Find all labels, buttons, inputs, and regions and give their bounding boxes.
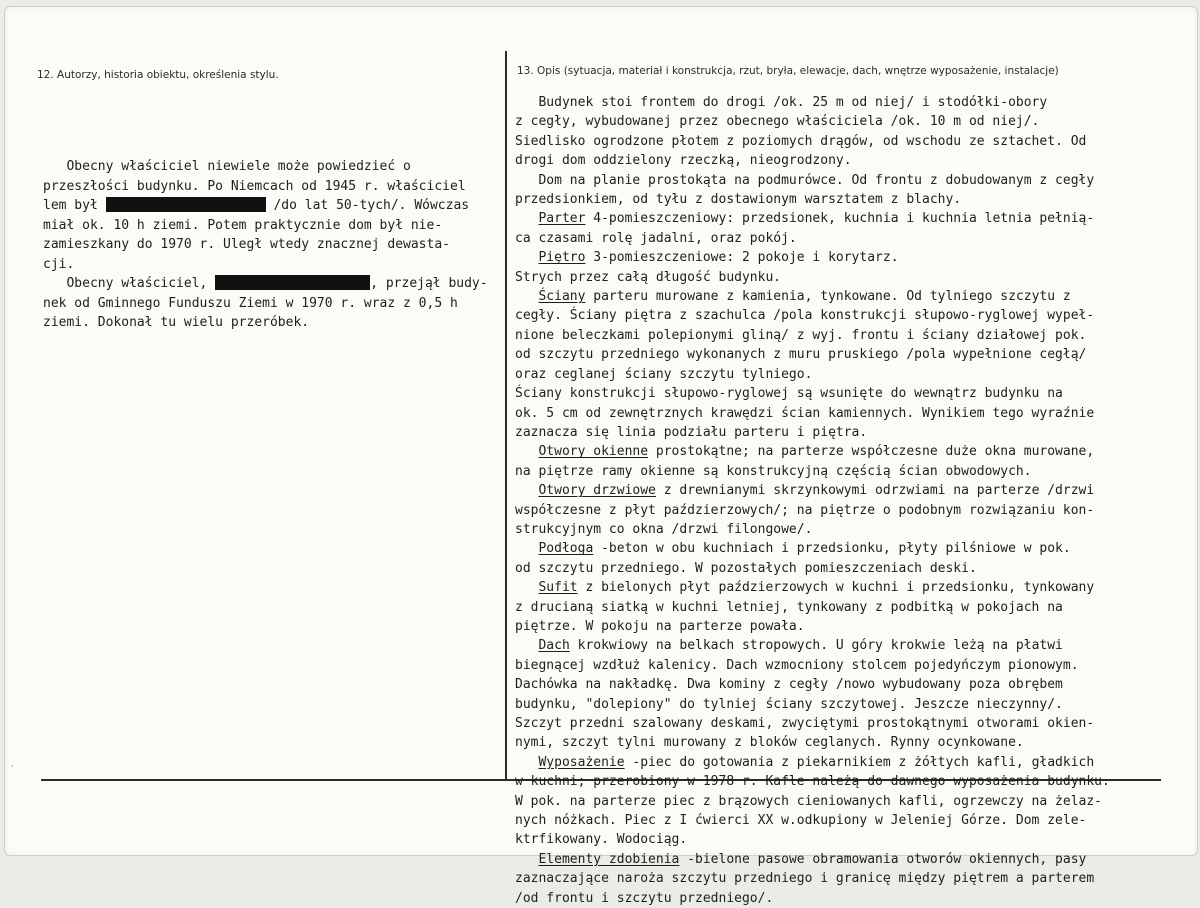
heading-sciany: Ściany <box>538 289 586 305</box>
heading-parter: Parter <box>538 211 586 227</box>
heading-dach: Dach <box>538 638 570 654</box>
section-13-header: 13. Opis (sytuacja, materiał i konstrukcja, rzut, bryła, elewacje, dach, wnętrze wyposażenie, instalacje) <box>517 65 1059 77</box>
description-text: Budynek stoi frontem do drogi /ok. 25 m od niej/ i stodółki-obory z cegły, wybudowanej przez obecnego właściciela /ok. 10 m od niej/. Siedlisko ogrodzone płotem z poziomych drągów, od wschodu ze sztachet. Od drogi dom oddzielony rzeczką, nieogrodzony. Dom na planie prostokąta na podmurówce. Od frontu z dobudowanym z cegły przedsionkiem, od tyłu z dostawionym warsztatem z blachy. Parter 4-pomieszczeniowy: przedsionek, kuchnia i kuchnia letnia pełnią- ca czasami rolę jadalni, oraz pokój. Piętro 3-pomieszczeniowe: 2 pokoje i korytarz. Strych przez całą długość budynku. Ściany parteru murowane z kamienia, tynkowane. Od tylniego szczytu z cegły. Ściany piętra z szachulca /pola konstrukcji słupowo-ryglowej wypeł- nione beleczkami polepionymi gliną/ z wyj. frontu i ściany działowej pok. od szczytu przedniego wykonanych z muru pruskiego /pola wypełnione cegłą/ oraz ceglanej ściany szczytu tylniego. Ściany konstrukcji słupowo-ryglowej są wsunięte do wewnątrz budynku na ok. 5 cm od zewnętrznych krawędzi ścian kamiennych. Wynikiem tego wyraźnie zaznacza się linia podziału parteru i piętra. Otwory okienne prostokątne; na parterze współczesne duże okna murowane, na piętrze ramy okienne są konstrukcyjną częścią ścian obwodowych. Otwory drzwiowe z drewnianymi skrzynkowymi odrzwiami na parterze /drzwi współczesne z płyt paździerzowych/; na piętrze o podobnym rozwiązaniu kon- strukcyjnym co okna /drzwi filongowe/. Podłoga -beton w obu kuchniach i przedsionku, płyty pilśniowe w pok. od szczytu przedniego. W pozostałych pomieszczeniach deski. Sufit z bielonych płyt paździerzowych w kuchni i przedsionku, tynkowany z drucianą siatką w kuchni letniej, tynkowany z podbitką w pokojach na piętrze. W pokoju na parterze powała. Dach krokwiowy na belkach stropowych. U góry krokwie leżą na płatwi biegnącej wzdłuż kalenicy. Dach wzmocniony stolcem pojedyńczym pionowym. Dachówka na nakładkę. Dwa kominy z cegły /nowo wybudowany poza obrębem budynku, "dolepiony" do tylniej ściany szczytowej. Jeszcze nieczynny/. Szczyt przedni szalowany deskami, zwyciętymi prostokątnymi otworami okien- nymi, szczyt tylni murowany z bloków ceglanych. Rynny ocynkowane. Wyposażenie -piec do gotowania z piekarnikiem z żółtych kafli, gładkich w kuchni; przerobiony w 1978 r. Kafle należą do dawnego wyposażenia budynku. W pok. na parterze piec z brązowych cieniowanych kafli, ogrzewczy na żelaz- nych nóżkach. Piec z I ćwierci XX w.odkupiony w Jeleniej Górze. Dom zele- ktrfikowany. Wodociąg. Elementy zdobienia -bielone pasowe obramowania otworów okiennych, pasy zaznaczające naroża szczytu przedniego i granicę między piętrem a parterem /od frontu i szczytu przedniego/. <box>515 95 1110 906</box>
heading-sufit: Sufit <box>538 580 578 596</box>
heading-otwory-okienne: Otwory okienne <box>538 444 649 460</box>
redacted-name <box>106 197 266 212</box>
heading-podloga: Podłoga <box>538 541 594 557</box>
corner-mark: , <box>11 759 14 769</box>
heading-otwory-drzwiowe: Otwory drzwiowe <box>538 483 656 499</box>
inventory-card <box>4 6 1198 906</box>
heading-elementy-zdobienia: Elementy zdobienia <box>538 851 680 867</box>
history-text: Obecny właściciel niewiele może powiedzieć o przeszłości budynku. Po Niemcach od 1945 r. właściciel lem był /do lat 50-tych/. Wówczas miał ok. 10 h ziemi. Potem praktycznie dom był nie- zamieszkany do 1970 r. Uległ wtedy znacznej dewasta- cji. Obecny właściciel, , przejął budy- nek od Gminnego Funduszu Ziemi w 1970 r. wraz z 0,5 h ziemi. Dokonał tu wielu przeróbek. <box>43 159 488 330</box>
column-divider <box>505 51 507 779</box>
heading-wyposazenie: Wyposażenie <box>538 754 625 770</box>
redacted-name <box>215 275 370 290</box>
section-12-header: 12. Autorzy, historia obiektu, określenia stylu. <box>37 69 279 81</box>
heading-pietro: Piętro <box>538 250 586 266</box>
